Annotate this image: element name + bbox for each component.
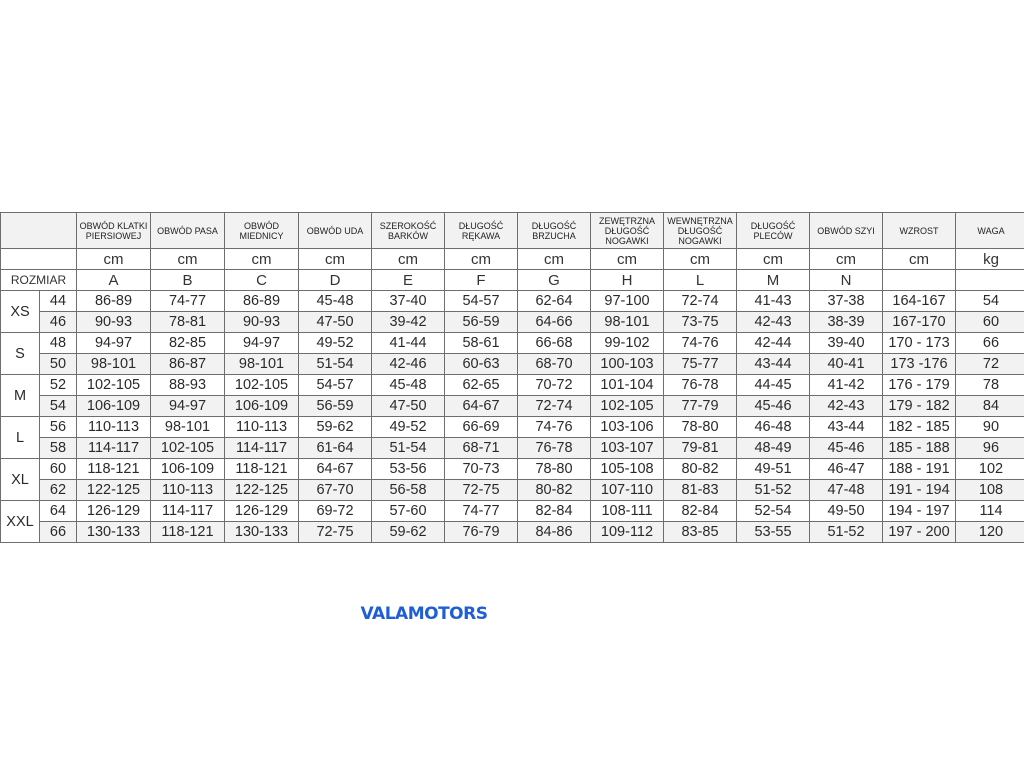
measurement-cell: 88-93 [151, 375, 225, 396]
unit-cell: cm [225, 249, 299, 270]
size-label: XL [1, 459, 40, 501]
measurement-cell: 54 [956, 291, 1024, 312]
measurement-cell: 42-46 [372, 354, 445, 375]
measurement-cell: 101-104 [591, 375, 664, 396]
measurement-cell: 76-79 [445, 522, 518, 543]
unit-cell: cm [77, 249, 151, 270]
measurement-cell: 67-70 [299, 480, 372, 501]
measurement-cell: 102-105 [151, 438, 225, 459]
measurement-cell: 194 - 197 [883, 501, 956, 522]
size-label: XS [1, 291, 40, 333]
measurement-cell: 103-106 [591, 417, 664, 438]
measurement-cell: 68-70 [518, 354, 591, 375]
size-number: 66 [40, 522, 77, 543]
column-header: OBWÓD PASA [151, 213, 225, 249]
units-label-cell [1, 249, 77, 270]
column-header: DŁUGOŚĆ PLECÓW [737, 213, 810, 249]
measurement-cell: 100-103 [591, 354, 664, 375]
table-row [1, 333, 1024, 354]
size-number: 54 [40, 396, 77, 417]
measurement-cell: 84 [956, 396, 1024, 417]
measurement-cell: 83-85 [664, 522, 737, 543]
measurement-cell: 98-101 [151, 417, 225, 438]
unit-cell: cm [445, 249, 518, 270]
measurement-cell: 64-67 [299, 459, 372, 480]
measurement-cell: 114 [956, 501, 1024, 522]
measurement-cell: 86-87 [151, 354, 225, 375]
measurement-cell: 74-77 [445, 501, 518, 522]
measurement-cell: 77-79 [664, 396, 737, 417]
unit-cell: cm [883, 249, 956, 270]
measurement-cell: 80-82 [664, 459, 737, 480]
measurement-cell: 72-75 [445, 480, 518, 501]
brand-logo-text: VALAMOTORS [360, 604, 488, 624]
measurement-cell: 51-54 [299, 354, 372, 375]
measurement-cell: 179 - 182 [883, 396, 956, 417]
measurement-cell: 54-57 [299, 375, 372, 396]
measurement-cell: 167-170 [883, 312, 956, 333]
measurement-cell: 108-111 [591, 501, 664, 522]
measurement-cell: 79-81 [664, 438, 737, 459]
column-header: ZEWĘTRZNA DŁUGOŚĆ NOGAWKI [591, 213, 664, 249]
measurement-cell: 98-101 [225, 354, 299, 375]
measurement-cell: 57-60 [372, 501, 445, 522]
measurement-cell: 42-43 [737, 312, 810, 333]
column-header: WZROST [883, 213, 956, 249]
measurement-cell: 64-66 [518, 312, 591, 333]
measurement-cell: 78-80 [664, 417, 737, 438]
size-label: L [1, 417, 40, 459]
measure-letter-cell [956, 270, 1024, 291]
measurement-cell: 164-167 [883, 291, 956, 312]
measurement-cell: 72 [956, 354, 1024, 375]
size-number: 58 [40, 438, 77, 459]
size-number: 52 [40, 375, 77, 396]
measurement-cell: 78-81 [151, 312, 225, 333]
measurement-cell: 74-77 [151, 291, 225, 312]
unit-cell: cm [737, 249, 810, 270]
measurement-cell: 188 - 191 [883, 459, 956, 480]
table-row [1, 291, 1024, 312]
measurement-cell: 72-74 [664, 291, 737, 312]
measurement-cell: 45-48 [372, 375, 445, 396]
column-header: OBWÓD SZYI [810, 213, 883, 249]
measurement-cell: 56-58 [372, 480, 445, 501]
measurement-cell: 37-40 [372, 291, 445, 312]
unit-cell: kg [956, 249, 1024, 270]
measurement-cell: 59-62 [372, 522, 445, 543]
measure-letter-cell: F [445, 270, 518, 291]
measurement-cell: 98-101 [591, 312, 664, 333]
measurement-cell: 106-109 [151, 459, 225, 480]
measurement-cell: 40-41 [810, 354, 883, 375]
measure-letter-cell: G [518, 270, 591, 291]
measurement-cell: 114-117 [77, 438, 151, 459]
table-row [1, 501, 1024, 522]
measurement-cell: 43-44 [737, 354, 810, 375]
measurement-cell: 74-76 [518, 417, 591, 438]
measurement-cell: 191 - 194 [883, 480, 956, 501]
measurement-cell: 102-105 [591, 396, 664, 417]
measurement-cell: 49-51 [737, 459, 810, 480]
unit-cell: cm [810, 249, 883, 270]
corner-cell [1, 213, 77, 249]
measurement-cell: 120 [956, 522, 1024, 543]
size-number: 48 [40, 333, 77, 354]
column-header: OBWÓD KLATKI PIERSIOWEJ [77, 213, 151, 249]
measurement-cell: 56-59 [299, 396, 372, 417]
column-header: OBWÓD UDA [299, 213, 372, 249]
measure-letter-cell: L [664, 270, 737, 291]
measurement-cell: 99-102 [591, 333, 664, 354]
size-number: 64 [40, 501, 77, 522]
unit-cell: cm [518, 249, 591, 270]
measurement-cell: 84-86 [518, 522, 591, 543]
measurement-cell: 98-101 [77, 354, 151, 375]
table-row [1, 354, 1024, 375]
measurement-cell: 48-49 [737, 438, 810, 459]
measurement-cell: 126-129 [225, 501, 299, 522]
measurement-cell: 86-89 [225, 291, 299, 312]
measurement-cell: 75-77 [664, 354, 737, 375]
measurement-cell: 46-47 [810, 459, 883, 480]
measurement-cell: 37-38 [810, 291, 883, 312]
measure-letter-cell: A [77, 270, 151, 291]
size-label: XXL [1, 501, 40, 543]
measurement-cell: 41-44 [372, 333, 445, 354]
unit-cell: cm [299, 249, 372, 270]
measurement-cell: 102 [956, 459, 1024, 480]
table-row [1, 396, 1024, 417]
column-header: DŁUGOŚĆ RĘKAWA [445, 213, 518, 249]
measurement-cell: 49-52 [372, 417, 445, 438]
measurement-cell: 47-50 [372, 396, 445, 417]
measurement-cell: 74-76 [664, 333, 737, 354]
measurement-cell: 61-64 [299, 438, 372, 459]
measurement-cell: 41-42 [810, 375, 883, 396]
measurement-cell: 60-63 [445, 354, 518, 375]
measurement-cell: 46-48 [737, 417, 810, 438]
measure-letter-cell: D [299, 270, 372, 291]
measurement-cell: 54-57 [445, 291, 518, 312]
measurement-cell: 64-67 [445, 396, 518, 417]
measurement-cell: 118-121 [225, 459, 299, 480]
measurement-cell: 94-97 [151, 396, 225, 417]
measurement-cell: 49-50 [810, 501, 883, 522]
measurement-cell: 130-133 [225, 522, 299, 543]
measurement-cell: 45-46 [737, 396, 810, 417]
measurement-cell: 96 [956, 438, 1024, 459]
measurement-cell: 39-42 [372, 312, 445, 333]
table-row [1, 438, 1024, 459]
column-header: SZEROKOŚĆ BARKÓW [372, 213, 445, 249]
measurement-cell: 70-73 [445, 459, 518, 480]
measurement-cell: 81-83 [664, 480, 737, 501]
measurement-cell: 51-54 [372, 438, 445, 459]
measurement-cell: 173 -176 [883, 354, 956, 375]
measurement-cell: 62-65 [445, 375, 518, 396]
measurement-cell: 49-52 [299, 333, 372, 354]
measurement-cell: 106-109 [77, 396, 151, 417]
measurement-cell: 82-84 [664, 501, 737, 522]
measurement-cell: 72-75 [299, 522, 372, 543]
measurement-cell: 72-74 [518, 396, 591, 417]
measurement-cell: 39-40 [810, 333, 883, 354]
measurement-cell: 94-97 [225, 333, 299, 354]
measurement-cell: 122-125 [77, 480, 151, 501]
measurement-cell: 86-89 [77, 291, 151, 312]
measurement-cell: 42-43 [810, 396, 883, 417]
measurement-cell: 197 - 200 [883, 522, 956, 543]
table-row [1, 375, 1024, 396]
measurement-cell: 170 - 173 [883, 333, 956, 354]
measurement-cell: 122-125 [225, 480, 299, 501]
measurement-cell: 53-55 [737, 522, 810, 543]
unit-cell: cm [591, 249, 664, 270]
table-row [1, 459, 1024, 480]
measurement-cell: 45-46 [810, 438, 883, 459]
measure-letter-cell: M [737, 270, 810, 291]
measurement-cell: 66-69 [445, 417, 518, 438]
letters-row [1, 270, 1024, 291]
size-number: 44 [40, 291, 77, 312]
column-header: WAGA [956, 213, 1024, 249]
measurement-cell: 73-75 [664, 312, 737, 333]
measurement-cell: 78 [956, 375, 1024, 396]
measurement-cell: 41-43 [737, 291, 810, 312]
measurement-cell: 102-105 [225, 375, 299, 396]
column-header: WEWNĘTRZNA DŁUGOŚĆ NOGAWKI [664, 213, 737, 249]
table-row [1, 480, 1024, 501]
measurement-cell: 105-108 [591, 459, 664, 480]
measurement-cell: 44-45 [737, 375, 810, 396]
measurement-cell: 110-113 [151, 480, 225, 501]
size-label: M [1, 375, 40, 417]
measure-letter-cell: C [225, 270, 299, 291]
measurement-cell: 110-113 [225, 417, 299, 438]
size-table [0, 212, 1024, 543]
measurement-cell: 82-84 [518, 501, 591, 522]
measure-letter-cell [883, 270, 956, 291]
size-label: S [1, 333, 40, 375]
measurement-cell: 102-105 [77, 375, 151, 396]
measurement-cell: 82-85 [151, 333, 225, 354]
measurement-cell: 58-61 [445, 333, 518, 354]
measure-letter-cell: H [591, 270, 664, 291]
measurement-cell: 107-110 [591, 480, 664, 501]
measurement-cell: 114-117 [225, 438, 299, 459]
measurement-cell: 60 [956, 312, 1024, 333]
unit-cell: cm [372, 249, 445, 270]
measurement-cell: 66-68 [518, 333, 591, 354]
measure-letter-cell: B [151, 270, 225, 291]
measurement-cell: 76-78 [664, 375, 737, 396]
rozmiar-label: ROZMIAR [1, 270, 77, 291]
table-row [1, 417, 1024, 438]
measurement-cell: 69-72 [299, 501, 372, 522]
measurement-cell: 47-50 [299, 312, 372, 333]
measurement-cell: 185 - 188 [883, 438, 956, 459]
measurement-cell: 103-107 [591, 438, 664, 459]
measurement-cell: 51-52 [810, 522, 883, 543]
measurement-cell: 110-113 [77, 417, 151, 438]
measure-letter-cell: N [810, 270, 883, 291]
table-row [1, 312, 1024, 333]
measurement-cell: 53-56 [372, 459, 445, 480]
size-number: 60 [40, 459, 77, 480]
measurement-cell: 80-82 [518, 480, 591, 501]
measurement-cell: 90 [956, 417, 1024, 438]
table-row [1, 522, 1024, 543]
size-number: 50 [40, 354, 77, 375]
measurement-cell: 106-109 [225, 396, 299, 417]
measurement-cell: 52-54 [737, 501, 810, 522]
measurement-cell: 176 - 179 [883, 375, 956, 396]
measurement-cell: 94-97 [77, 333, 151, 354]
measurement-cell: 126-129 [77, 501, 151, 522]
measurement-cell: 62-64 [518, 291, 591, 312]
measurement-cell: 68-71 [445, 438, 518, 459]
measurement-cell: 45-48 [299, 291, 372, 312]
measurement-cell: 76-78 [518, 438, 591, 459]
column-header: DŁUGOŚĆ BRZUCHA [518, 213, 591, 249]
measurement-cell: 51-52 [737, 480, 810, 501]
measurement-cell: 66 [956, 333, 1024, 354]
measurement-cell: 90-93 [77, 312, 151, 333]
size-number: 56 [40, 417, 77, 438]
column-header: OBWÓD MIEDNICY [225, 213, 299, 249]
measurement-cell: 130-133 [77, 522, 151, 543]
size-number: 46 [40, 312, 77, 333]
measure-letter-cell: E [372, 270, 445, 291]
measurement-cell: 56-59 [445, 312, 518, 333]
unit-cell: cm [664, 249, 737, 270]
units-row [1, 249, 1024, 270]
measurement-cell: 42-44 [737, 333, 810, 354]
unit-cell: cm [151, 249, 225, 270]
measurement-cell: 118-121 [151, 522, 225, 543]
measurement-cell: 90-93 [225, 312, 299, 333]
size-number: 62 [40, 480, 77, 501]
measurement-cell: 108 [956, 480, 1024, 501]
measurement-cell: 38-39 [810, 312, 883, 333]
measurement-cell: 70-72 [518, 375, 591, 396]
measurement-cell: 109-112 [591, 522, 664, 543]
measurement-cell: 182 - 185 [883, 417, 956, 438]
measurement-cell: 59-62 [299, 417, 372, 438]
measurement-cell: 47-48 [810, 480, 883, 501]
header-row [1, 213, 1024, 249]
measurement-cell: 118-121 [77, 459, 151, 480]
measurement-cell: 78-80 [518, 459, 591, 480]
measurement-cell: 114-117 [151, 501, 225, 522]
measurement-cell: 97-100 [591, 291, 664, 312]
measurement-cell: 43-44 [810, 417, 883, 438]
